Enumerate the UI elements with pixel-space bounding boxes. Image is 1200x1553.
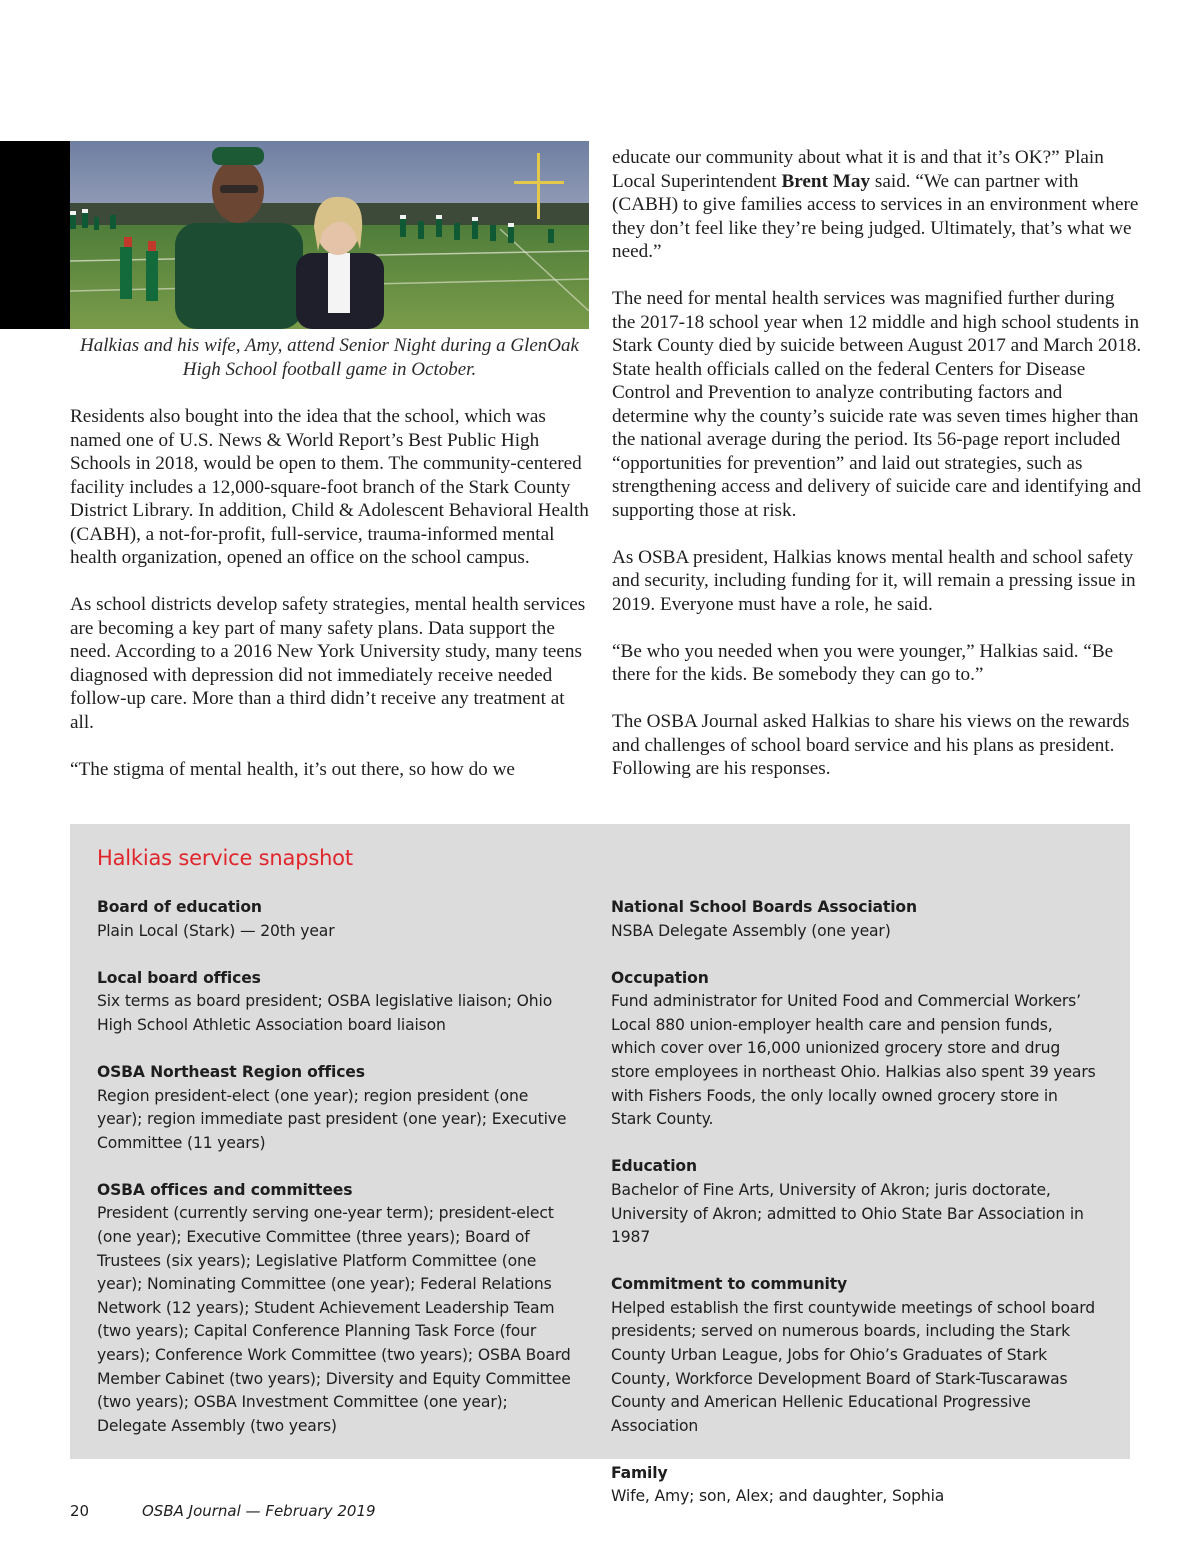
article-paragraph: As OSBA president, Halkias knows mental health and school safety and security, including funding for it, will remain a pressing issue in 2019. Everyone must have a role, he said. — [612, 546, 1136, 615]
snapshot-text: Plain Local (Stark) — 20th year — [97, 921, 335, 940]
snapshot-right-column — [611, 896, 1101, 1533]
snapshot-heading: Local board offices — [97, 968, 261, 987]
snapshot-text: Six terms as board president; OSBA legislative liaison; Ohio High School Athletic Association board liaison — [97, 992, 553, 1034]
article-paragraph: Residents also bought into the idea that the school, which was named one of U.S. News & World Report’s Best Public High Schools in 2018, would be open to them. The community-centered facility includes a 12,000-square-foot branch of the Stark County District Library. In addition, Child & Adolescent Behavioral Health (CABH), a not-for-profit, full-service, trauma-informed mental health organization, opened an office on the school campus. — [70, 406, 589, 568]
black-edge-tab — [0, 141, 70, 329]
snapshot-heading: Occupation — [611, 968, 709, 987]
snapshot-text: Wife, Amy; son, Alex; and daughter, Sophia — [611, 1487, 945, 1506]
snapshot-heading: Education — [611, 1157, 697, 1176]
service-snapshot-box — [70, 824, 1130, 1506]
snapshot-heading: OSBA offices and committees — [97, 1180, 353, 1199]
quote-text-start: educate our community about what it is and that it’s OK?” Plain Local Superintendent — [612, 147, 1104, 192]
snapshot-heading: OSBA Northeast Region offices — [97, 1062, 365, 1081]
snapshot-text: Helped establish the first countywide meetings of school board presidents; served on numerous boards, including the Stark County Urban League, Jobs for Ohio’s Graduates of Stark County, Workforce Development Board of Stark-Tuscarawas County and American Hellenic Educational Progressive Association — [611, 1298, 1096, 1435]
publication-line: OSBA Journal — February 2019 — [142, 1502, 376, 1520]
snapshot-text: Fund administrator for United Food and Commercial Workers’ Local 880 union-employer health care and pension funds, which cover over 16,000 unionized grocery store and drug store employees in northeast Ohio. Halkias also spent 39 years with Fishers Foods, the only locally owned grocery store in Stark County. — [611, 992, 1096, 1129]
snapshot-item — [97, 1061, 577, 1155]
snapshot-heading: Family — [611, 1463, 668, 1482]
snapshot-text: NSBA Delegate Assembly (one year) — [611, 921, 891, 940]
article-paragraph-continued — [612, 146, 1142, 264]
snapshot-title: Halkias service snapshot — [97, 846, 353, 870]
page-number: 20 — [70, 1502, 90, 1520]
page-footer — [70, 1502, 376, 1520]
snapshot-text: President (currently serving one-year term); president-elect (one year); Executive Committee (three years); Board of Trustees (six years); Legislative Platform Committee (one year); Nominating Committee (one year); Federal Relations Network (12 years); Student Achievement Leadership Team (two years); Capital Conference Planning Task Force (four years); Conference Work Committee (two years); OSBA Board Member Cabinet (two years); Diversity and Equity Committee (two years); OSBA Investment Committee (one year); Delegate Assembly (two years) — [97, 1204, 571, 1435]
snapshot-text: Region president-elect (one year); region president (one year); region immediate past president (one year); Executive Committee (11 years) — [97, 1086, 567, 1152]
snapshot-item — [611, 1273, 1101, 1438]
article-paragraph: “The stigma of mental health, it’s out there, so how do we — [70, 758, 515, 780]
article-paragraph: The OSBA Journal asked Halkias to share his views on the rewards and challenges of school board service and his plans as president. Following are his responses. — [612, 711, 1130, 779]
quote-text-end: said. “We can partner with (CABH) to give families access to services in an environment where they don’t feel like they’re being judged. Ultimately, that’s what we need.” — [612, 170, 1139, 262]
snapshot-text: Bachelor of Fine Arts, University of Akron; juris doctorate, University of Akron; admitted to Ohio State Bar Association in 1987 — [611, 1180, 1084, 1247]
article-left-column — [70, 405, 592, 805]
article-paragraph: “Be who you needed when you were younger,” Halkias said. “Be there for the kids. Be somebody they can go to.” — [612, 640, 1114, 685]
photo-caption: Halkias and his wife, Amy, attend Senior Night during a GlenOak High School football game in October. — [80, 335, 579, 380]
event-photo — [70, 141, 589, 329]
snapshot-left-column — [97, 896, 577, 1462]
snapshot-item — [611, 896, 1101, 943]
snapshot-heading: Board of education — [97, 898, 262, 916]
snapshot-heading: Commitment to community — [611, 1275, 848, 1294]
snapshot-item — [611, 967, 1101, 1132]
snapshot-item — [611, 1155, 1101, 1249]
snapshot-item — [97, 896, 577, 943]
superintendent-name: Brent May — [781, 170, 871, 192]
snapshot-item — [97, 967, 577, 1038]
article-paragraph: As school districts develop safety strategies, mental health services are becoming a key part of many safety plans. Data support the need. According to a 2016 New York University study, many teens diagnosed with depression did not immediately receive needed follow-up care. More than a third didn’t receive any treatment at all. — [70, 594, 586, 733]
snapshot-item — [611, 1462, 1101, 1509]
snapshot-item — [97, 1179, 577, 1439]
article-paragraph: The need for mental health services was magnified further during the 2017-18 school year when 12 middle and high school students in Stark County died by suicide between August 2017 and March 2018. State health officials called on the federal Centers for Disease Control and Prevention to analyze contributing factors and determine why the county’s suicide rate was seven times higher than the national average during the period. Its 56-page report included “opportunities for prevention” and laid out strategies, such as strengthening access and delivery of suicide care and identifying and supporting those at risk. — [612, 288, 1142, 521]
snapshot-heading: National School Boards Association — [611, 898, 917, 916]
article-right-column — [612, 146, 1142, 804]
